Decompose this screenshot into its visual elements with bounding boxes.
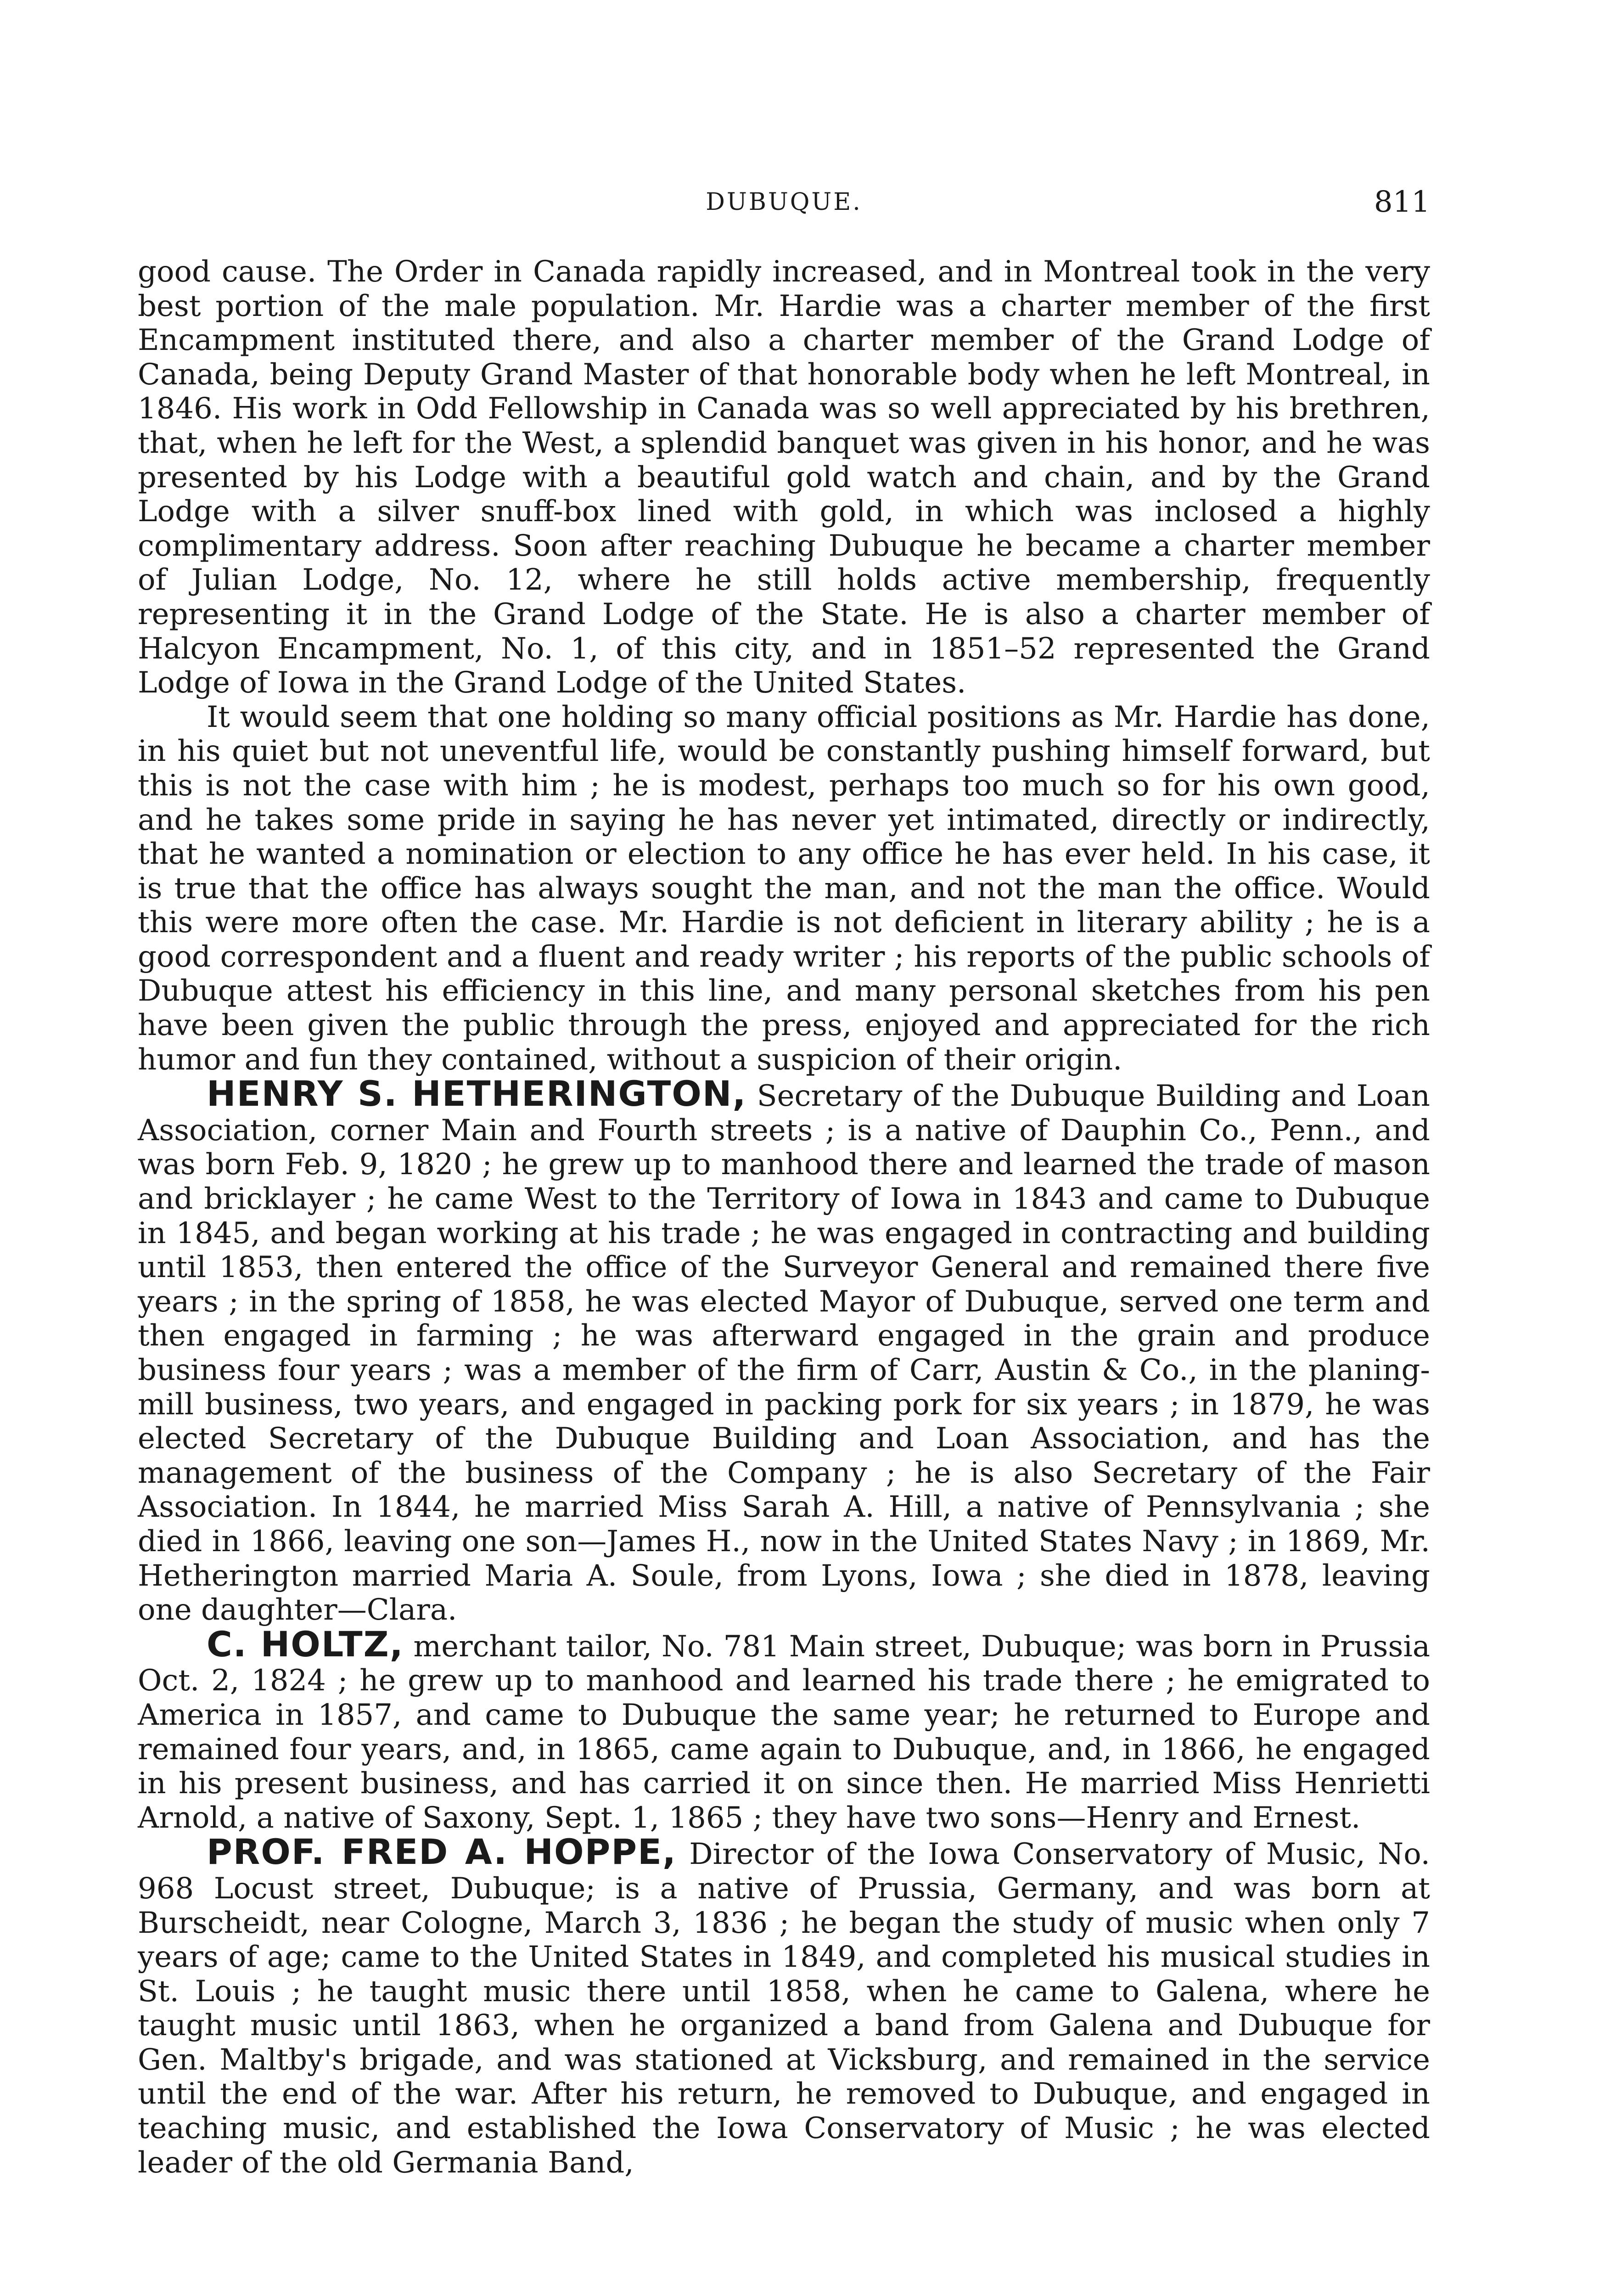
biography-name: C. HOLTZ, <box>207 1623 404 1665</box>
biography-text: merchant tailor, No. 781 Main street, Dubuque; was born in Prussia Oct. 2, 1824 ; he grew up to manhood and learned his trade there ; he emigrated to America in 1857, and came to Dubuque the same year; he returned to Europe and remained four years, and, in 1865, came again to Dubuque, and, in 1866, he engaged in his present business, and has carried it on since then. He married Miss Henrietti Arnold, a native of Saxony, Sept. 1, 1865 ; they have two sons—Henry and Ernest. <box>138 1629 1430 1835</box>
biography-name: HENRY S. HETHERINGTON, <box>207 1073 747 1114</box>
page-number: 811 <box>1374 185 1430 219</box>
biography-text: Secretary of the Dubuque Building and Loan Association, corner Main and Fourth streets ; is a native of Dauphin Co., Penn., and was born Feb. 9, 1820 ; he grew up to manhood there and learned the trade of mason and bricklayer ; he came West to the Territory of Iowa in 1843 and came to Dubuque in 1845, and began working at his trade ; he was engaged in contracting and building until 1853, then entered the office of the Surveyor General and remained there five years ; in the spring of 1858, he was elected Mayor of Dubuque, served one term and then engaged in farming ; he was afterward engaged in the grain and produce business four years ; was a member of the firm of Carr, Austin & Co., in the planing-mill business, two years, and engaged in packing pork for six years ; in 1879, he was elected Secretary of the Dubuque Building and Loan Association, and has the management of the business of the Company ; he is also Secretary of the Fair Association. In 1844, he married Miss Sarah A. Hill, a native of Pennsylvania ; she died in 1866, leaving one son—James H., now in the United States Navy ; in 1869, Mr. Hetherington married Maria A. Soule, from Lyons, Iowa ; she died in 1878, leaving one daughter—Clara. <box>138 1079 1431 1627</box>
body-text <box>138 255 1430 2180</box>
biography-holtz <box>138 1623 1430 1835</box>
running-title: DUBUQUE. <box>706 188 862 216</box>
running-head <box>138 181 1430 223</box>
biography-text: Director of the Iowa Conservatory of Music, No. 968 Locust street, Dubuque; is a native of Prussia, Germany, and was born at Burscheidt, near Cologne, March 3, 1836 ; he began the study of music when only 7 years of age; came to the United States in 1849, and completed his musical studies in St. Louis ; he taught music there until 1858, when he came to Galena, where he taught music until 1863, when he organized a band from Galena and Dubuque for Gen. Maltby's brigade, and was stationed at Vicksburg, and remained in the service until the end of the war. After his return, he removed to Dubuque, and engaged in teaching music, and established the Iowa Conservatory of Music ; he was elected leader of the old Germania Band, <box>138 1837 1431 2180</box>
biography-name: PROF. FRED A. HOPPE, <box>207 1831 677 1873</box>
hardie-paragraph-continued: good cause. The Order in Canada rapidly increased, and in Montreal took in the very best portion of the male population. Mr. Hardie was a charter member of the first Encampment instituted there, and also a charter member of the Grand Lodge of Canada, being Deputy Grand Master of that honorable body when he left Montreal, in 1846. His work in Odd Fellowship in Canada was so well appreciated by his brethren, that, when he left for the West, a splendid banquet was given in his honor, and he was presented by his Lodge with a beautiful gold watch and chain, and by the Grand Lodge with a silver snuff-box lined with gold, in which was inclosed a highly complimentary address. Soon after reaching Dubuque he became a charter member of Julian Lodge, No. 12, where he still holds active membership, frequently representing it in the Grand Lodge of the State. He is also a charter member of Halcyon Encampment, No. 1, of this city, and in 1851–52 represented the Grand Lodge of Iowa in the Grand Lodge of the United States. <box>138 255 1430 700</box>
biography-hoppe <box>138 1831 1431 2180</box>
biography-hetherington <box>138 1073 1431 1627</box>
hardie-paragraph-character: It would seem that one holding so many official positions as Mr. Hardie has done, in his quiet but not uneventful life, would be constantly pushing himself forward, but this is not the case with him ; he is modest, perhaps too much so for his own good, and he takes some pride in saying he has never yet intimated, directly or indirectly, that he wanted a nomination or election to any office he has ever held. In his case, it is true that the office has always sought the man, and not the man the office. Would this were more often the case. Mr. Hardie is not deficient in literary ability ; he is a good correspondent and a fluent and ready writer ; his reports of the public schools of Dubuque attest his efficiency in this line, and many personal sketches from his pen have been given the public through the press, enjoyed and appreciated for the rich humor and fun they contained, without a suspicion of their origin. <box>138 700 1430 1077</box>
